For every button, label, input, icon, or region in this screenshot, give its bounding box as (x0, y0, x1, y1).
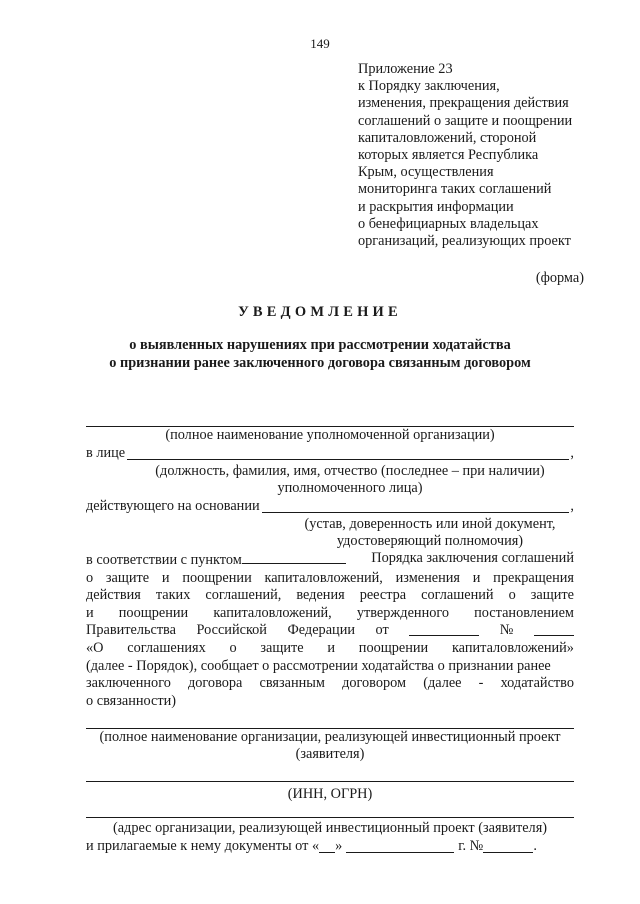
paragraph-line-3 (86, 587, 574, 605)
appendix-line: о бенефициарных владельцах (358, 215, 539, 232)
word: таких (155, 587, 191, 604)
in-person-line[interactable] (127, 445, 569, 460)
word: утвержденного (356, 604, 450, 621)
document-number-field[interactable] (483, 839, 533, 853)
closing-quote: » (335, 838, 343, 855)
paragraph-line-9: о связанности) (86, 692, 177, 709)
inn-ogrn-line[interactable] (86, 763, 574, 782)
appendix-line: организаций, реализующих проект (358, 233, 571, 250)
number-sign: № (499, 622, 514, 639)
word: поощрении (358, 639, 429, 656)
form-mark: (форма) (535, 270, 584, 286)
word: заключенного (86, 675, 171, 692)
clause-label: в соответствии с пунктом (86, 552, 242, 568)
in-person-row (86, 444, 574, 463)
word: соглашений, (205, 587, 282, 604)
word: (далее (423, 675, 462, 692)
page-number: 149 (310, 36, 330, 51)
appendix-line: мониторинга таких соглашений (358, 181, 552, 198)
word: капиталовложений, (213, 604, 332, 621)
appendix-line: Крым, осуществления (358, 164, 494, 181)
word: реестра (359, 587, 407, 604)
word: капиталовложений» (451, 639, 574, 656)
word: поощрении (118, 604, 189, 621)
word: Российской (196, 622, 267, 639)
subtitle-line-2: о признании ранее заключенного договора связанным договором (109, 355, 531, 371)
paragraph-line-6 (86, 640, 574, 658)
document-subtitle (0, 336, 640, 372)
appendix-block (358, 61, 618, 250)
appendix-line: и раскрытия информации (358, 198, 514, 215)
word: о (508, 587, 516, 604)
paragraph-line-7: (далее - Порядок), сообщает о рассмотрении ходатайства о признании ранее (86, 657, 551, 674)
subtitle-line-1: о выявленных нарушениях при рассмотрении ходатайства (129, 337, 511, 353)
paragraph-line-5 (86, 622, 574, 640)
appendix-line: капиталовложений, стороной (358, 129, 537, 146)
document-title: УВЕДОМЛЕНИЕ (238, 304, 402, 320)
word: ходатайство (500, 675, 574, 692)
word: и (86, 604, 94, 621)
org-name-caption: (полное наименование уполномоченной организации) (165, 427, 495, 443)
paragraph-line-1 (86, 550, 574, 570)
inn-ogrn-caption: (ИНН, ОГРН) (287, 786, 373, 803)
word: - (478, 675, 484, 692)
word: соглашений (421, 587, 494, 604)
word: ведения (296, 587, 345, 604)
paragraph-line-4 (86, 605, 574, 623)
appendix-line: которых является Республика (358, 147, 539, 164)
decree-number-field[interactable] (534, 622, 574, 636)
word: договором (342, 675, 407, 692)
word: и (472, 569, 481, 586)
word: от (375, 622, 389, 639)
in-person-label: в лице (86, 445, 126, 461)
address-caption: (адрес организации, реализующей инвестиционный проект (заявителя) (112, 820, 548, 837)
word: соглашениях (127, 639, 206, 656)
basis-row (86, 497, 574, 516)
appendix-line: изменения, прекращения действия (358, 95, 569, 112)
attachments-row (86, 837, 574, 856)
main-paragraph (86, 550, 574, 710)
clause-number-field[interactable] (242, 550, 346, 564)
appendix-line: Приложение 23 (358, 61, 453, 77)
word: Федерации (287, 622, 356, 639)
basis-line[interactable] (262, 498, 570, 513)
trailing-comma: , (570, 445, 574, 461)
word: защите (260, 639, 304, 656)
position-caption-2: уполномоченного лица) (277, 480, 423, 496)
word: и (161, 569, 170, 586)
basis-caption-2: удостоверяющий полномочия) (336, 533, 524, 549)
appendix-line: соглашений о защите и поощрении (358, 112, 573, 129)
paragraph-text: Порядка заключения соглашений (371, 550, 574, 566)
paragraph-line-2 (86, 570, 574, 588)
applicant-name-line[interactable] (86, 710, 574, 729)
decree-date-field[interactable] (409, 622, 479, 636)
word: о (86, 569, 94, 586)
org-name-line[interactable] (86, 408, 574, 427)
basis-caption-1: (устав, доверенность или иной документ, (304, 516, 556, 532)
word: связанным (259, 675, 325, 692)
date-month-field[interactable] (346, 839, 454, 853)
word: Правительства (86, 622, 176, 639)
appendix-line: к Порядку заключения, (358, 78, 500, 95)
word: договора (188, 675, 243, 692)
word: действия (86, 587, 141, 604)
paragraph-line-8 (86, 675, 574, 693)
position-caption-1: (должность, фамилия, имя, отчество (последнее – при наличии) (155, 463, 545, 479)
final-period: . (533, 838, 537, 855)
word: о (229, 639, 237, 656)
word: капиталовложений, (264, 569, 383, 586)
address-line[interactable] (86, 803, 574, 818)
basis-label: действующего на основании (86, 498, 260, 514)
word: постановлением (474, 604, 574, 621)
attachments-label: и прилагаемые к нему документы от « (86, 838, 320, 855)
applicant-caption-2: (заявителя) (295, 746, 365, 763)
applicant-caption-1: (полное наименование организации, реализующей инвестиционный проект (99, 729, 561, 746)
word: прекращения (493, 569, 574, 586)
trailing-comma: , (570, 498, 574, 514)
date-day-field[interactable] (319, 839, 335, 853)
word: «О (86, 639, 104, 656)
word: изменения (395, 569, 461, 586)
word: поощрении (182, 569, 252, 586)
word: и (327, 639, 336, 656)
word: защите (530, 587, 574, 604)
word: защите (105, 569, 150, 586)
year-number-label: г. № (458, 838, 484, 855)
form-body (86, 408, 574, 856)
